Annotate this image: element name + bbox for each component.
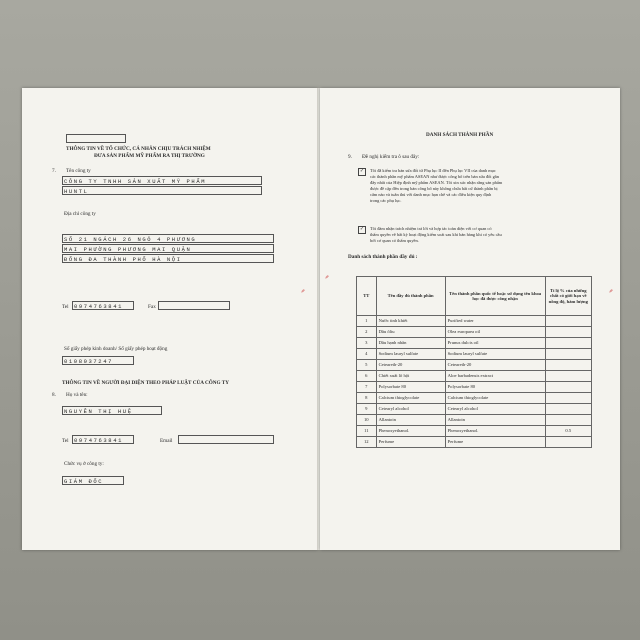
company-name-label: Tên công ty: [66, 168, 91, 174]
table-row: [357, 404, 592, 415]
cell-inci-name: Allantoin: [445, 415, 545, 426]
empty-box: [66, 134, 126, 143]
red-margin-mark-left: ✎: [323, 274, 329, 280]
left-page: [22, 88, 318, 550]
check1-line-1: Tôi đã kiểm tra bản sửa đổi từ Phụ lục II đến Phụ lục VII của danh mục: [370, 168, 496, 173]
cell-tt: 12: [357, 437, 377, 448]
cell-percent: [545, 338, 591, 349]
checkbox-1[interactable]: ✓: [359, 169, 365, 174]
fax-value: [158, 301, 230, 310]
cell-percent: [545, 371, 591, 382]
red-margin-mark-right: ✎: [607, 288, 613, 294]
cell-tt: 11: [357, 426, 377, 437]
cell-percent: [545, 360, 591, 371]
cell-inci-name: Polysorbate 80: [445, 382, 545, 393]
license-label: Số giấy phép kinh doanh/ Số giấy phép hoạt động: [64, 346, 168, 352]
cell-inci-name: Aloe barbadensis extract: [445, 371, 545, 382]
cell-full-name: Ceteareth-20: [376, 360, 445, 371]
red-margin-mark: ✎: [299, 288, 305, 294]
org-heading-2: ĐƯA SẢN PHẨM MỸ PHẨM RA THỊ TRƯỜNG: [94, 153, 205, 159]
check1-line-2: các thành phần mỹ phẩm ASEAN như được công bố trên bản sửa đổi gần: [370, 174, 499, 179]
address-label: Địa chỉ công ty: [64, 211, 96, 217]
position-value: GIÁM ĐỐC: [62, 476, 124, 485]
cell-inci-name: Ceteareth-20: [445, 360, 545, 371]
company-name-row-1: CÔNG TY TNHH SẢN XUẤT MỸ PHẨM: [62, 176, 262, 185]
tel2-value: 0974763841: [72, 435, 134, 444]
email-value: [178, 435, 274, 444]
check1-line-6: trong các phụ lục.: [370, 198, 402, 203]
table-row: [357, 360, 592, 371]
cell-percent: [545, 382, 591, 393]
cell-percent: [545, 437, 591, 448]
cell-full-name: Phenoxyethanol.: [376, 426, 445, 437]
cell-percent: 0.5: [545, 426, 591, 437]
check2-line-2: thẩm quyền về bất kỳ hoạt động kiểm soát sau khi bán hàng khi có yêu cầu: [370, 232, 502, 237]
cell-percent: [545, 327, 591, 338]
top-box-row: [66, 134, 127, 143]
ingredients-title: DANH SÁCH THÀNH PHẦN: [426, 132, 494, 138]
check1-line-3: đây nhất của Hiệp định mỹ phẩm ASEAN. Tôi xin xác nhận rằng sản phẩm: [370, 180, 503, 185]
full-list-title: Danh sách thành phần đầy đủ :: [348, 254, 418, 260]
cell-tt: 4: [357, 349, 377, 360]
cell-inci-name: Phenoxyethanol.: [445, 426, 545, 437]
cell-full-name: Cetearyl alcohol: [376, 404, 445, 415]
cell-percent: [545, 415, 591, 426]
table-row: [357, 393, 592, 404]
cell-tt: 9: [357, 404, 377, 415]
table-row: [357, 327, 592, 338]
item-9-text: Đề nghị kiểm tra ô sau đây:: [362, 154, 420, 160]
email-label: Email: [160, 438, 173, 444]
check2-line-1: Tôi đảm nhận trách nhiệm trả lời và hợp tác toàn diện với cơ quan có: [370, 226, 492, 231]
org-heading-1: THÔNG TIN VỀ TỔ CHỨC, CÁ NHÂN CHỊU TRÁCH NHIỆM: [66, 146, 211, 152]
table-row: [357, 349, 592, 360]
table-header-row: [357, 277, 592, 316]
cell-tt: 10: [357, 415, 377, 426]
table-row: [357, 437, 592, 448]
fax-label: Fax: [148, 304, 156, 310]
cell-inci-name: Cetearyl alcohol: [445, 404, 545, 415]
tel2-label: Tel: [62, 438, 69, 444]
cell-full-name: Chiết xuất lô hội: [376, 371, 445, 382]
header-full-name: Tên đầy đủ thành phần: [376, 277, 445, 316]
address-row-1: SỐ 21 NGÁCH 26 NGÕ 4 PHƯƠNG: [62, 234, 274, 243]
cell-tt: 7: [357, 382, 377, 393]
table-row: [357, 382, 592, 393]
right-page: [320, 88, 620, 550]
license-value: 0108037247: [62, 356, 134, 365]
item-8-number: 8.: [52, 392, 56, 398]
cell-percent: [545, 349, 591, 360]
cell-full-name: Perfume: [376, 437, 445, 448]
cell-tt: 6: [357, 371, 377, 382]
cell-full-name: Calcium thioglycolate: [376, 393, 445, 404]
cell-tt: 8: [357, 393, 377, 404]
checkbox-2[interactable]: ✓: [359, 227, 365, 232]
table-row: [357, 426, 592, 437]
check1-line-5: cấm nào và tuân thủ với danh mục hạn chế và các điều kiện quy định: [370, 192, 492, 197]
table-row: [357, 338, 592, 349]
item-9-number: 9.: [348, 154, 352, 160]
ingredients-table: [356, 276, 592, 448]
table-body: [357, 316, 592, 448]
position-label: Chức vụ ở công ty:: [64, 461, 104, 467]
cell-percent: [545, 316, 591, 327]
cell-full-name: Allantoin: [376, 415, 445, 426]
header-tt: TT: [357, 277, 377, 316]
cell-inci-name: Prunus dulcis oil: [445, 338, 545, 349]
cell-full-name: Polysorbate 80: [376, 382, 445, 393]
representative-heading: THÔNG TIN VỀ NGƯỜI ĐẠI DIỆN THEO PHÁP LUẬT CỦA CÔNG TY: [62, 380, 229, 386]
name-value: NGUYỄN THỊ HUỆ: [62, 406, 162, 415]
cell-tt: 3: [357, 338, 377, 349]
cell-tt: 5: [357, 360, 377, 371]
name-label: Họ và tên:: [66, 392, 88, 398]
cell-inci-name: Calcium thioglycolate: [445, 393, 545, 404]
cell-percent: [545, 393, 591, 404]
company-name-row-2: HUNTL: [62, 186, 262, 195]
cell-full-name: Dầu ôliu: [376, 327, 445, 338]
cell-inci-name: Sodium lauryl sulfate: [445, 349, 545, 360]
check1-line-4: được đề cập đến trong bản công bố này không chứa bất cứ thành phần bị: [370, 186, 498, 191]
header-percent: Tỉ lệ % của những chất có giới hạn về nồng độ, hàm lượng: [545, 277, 591, 316]
item-7-number: 7.: [52, 168, 56, 174]
table-row: [357, 371, 592, 382]
cell-tt: 2: [357, 327, 377, 338]
cell-percent: [545, 404, 591, 415]
cell-full-name: Nước tinh khiết: [376, 316, 445, 327]
header-inci-name: Tên thành phần quốc tế hoặc sử dụng tên khoa học đã được công nhận: [445, 277, 545, 316]
cell-inci-name: Purified water: [445, 316, 545, 327]
table-row: [357, 415, 592, 426]
address-row-3: ĐỐNG ĐA THÀNH PHỐ HÀ NỘI: [62, 254, 274, 263]
cell-inci-name: Perfume: [445, 437, 545, 448]
check2-line-3: bởi cơ quan có thẩm quyền.: [370, 238, 419, 243]
cell-inci-name: Olea europaea oil: [445, 327, 545, 338]
tel-value: 0974763841: [72, 301, 134, 310]
cell-tt: 1: [357, 316, 377, 327]
tel-label: Tel: [62, 304, 69, 310]
cell-full-name: Dầu hạnh nhân: [376, 338, 445, 349]
table-row: [357, 316, 592, 327]
address-row-2: MAI PHƯỜNG PHƯƠNG MAI QUẬN: [62, 244, 274, 253]
cell-full-name: Sodium lauryl sulfate: [376, 349, 445, 360]
